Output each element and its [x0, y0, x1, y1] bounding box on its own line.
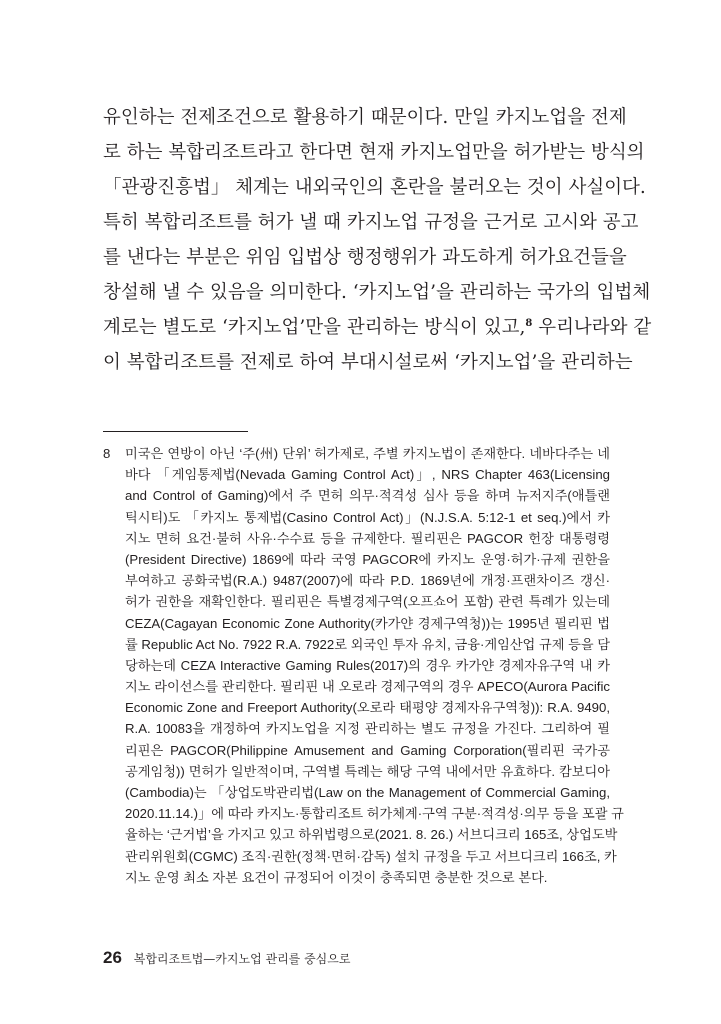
body-line [103, 170, 646, 205]
body-line-text: 로 하는 복합리조트라고 한다면 현재 카지노업만을 허가받는 방식의 [103, 142, 645, 163]
footnote-divider [103, 431, 248, 432]
footnote-line: 미국은 연방이 아닌 ‘주(州) 단위’ 허가제로, 주별 카지노법이 존재한다. 네바다주는 네 [125, 446, 610, 461]
footnote-line: 률 Republic Act No. 7922 R.A. 7922로 외국인 투자 유치, 금융·게임산업 규제 등을 담 [125, 636, 610, 652]
footnote-text [125, 443, 624, 888]
footnote-line: CEZA(Cagayan Economic Zone Authority(카가얀 경제구역청))는 1995년 필리핀 법 [125, 615, 610, 631]
footnote-line: R.A. 10083을 개정하여 카지노업을 지정 관리하는 별도 규정을 가진다. 그리하여 필 [125, 721, 610, 737]
footnote-line: 부여하고 공화국법(R.A.) 9487(2007)에 따라 P.D. 1869년에 개정·프랜차이즈 갱신· [125, 573, 610, 589]
running-title: 복합리조트법—카지노업 관리를 중심으로 [133, 952, 351, 966]
page-number: 26 [103, 948, 122, 967]
footnote-reference[interactable]: 8 [525, 317, 533, 329]
footnote-line: 당하는데 CEZA Interactive Gaming Rules(2017)의 경우 카가얀 경제자유구역 내 카 [125, 657, 610, 673]
body-line [103, 100, 627, 135]
body-line-text: 를 낸다는 부분은 위임 입법상 행정행위가 과도하게 허가요건들을 [103, 247, 627, 268]
footnote-line: 바다 「게임통제법(Nevada Gaming Control Act)」, NRS Chapter 463(Licensing [125, 467, 610, 483]
footnote-number: 8 [103, 446, 111, 461]
footnote-line: (Cambodia)는 「상업도박관리법(Law on the Management of Commercial Gaming, [125, 785, 610, 800]
body-line [103, 135, 645, 170]
body-line-text: 「관광진흥법」 체계는 내외국인의 혼란을 불러오는 것이 사실이다. [103, 177, 646, 198]
body-line [103, 275, 651, 310]
footnote-line: 공게임청)) 면허가 일반적이며, 구역별 특례는 해당 구역 내에서만 유효하다. 캄보디아 [125, 763, 610, 779]
footnote [103, 443, 624, 888]
body-line-text: 유인하는 전제조건으로 활용하기 때문이다. 만일 카지노업을 전제 [103, 107, 627, 128]
footnote-line: 틱시티)도 「카지노 통제법(Casino Control Act)」(N.J.S.A. 5:12-1 et seq.)에서 카 [125, 509, 610, 525]
footnote-line: (President Directive) 1869에 따라 국영 PAGCOR에 카지노 운영·허가·규제 권한을 [125, 551, 610, 567]
footnote-line: 리핀은 PAGCOR(Philippine Amusement and Gaming Corporation(필리핀 국가공 [125, 742, 610, 758]
body-line [103, 205, 639, 240]
body-line-text: 특히 복합리조트를 허가 낼 때 카지노업 규정을 근거로 고시와 공고 [103, 212, 639, 233]
footnote-line: 지노 운영 최소 자본 요건이 규정되어 이것이 충족되면 충분한 것으로 본다. [125, 869, 548, 885]
footnote-line: 율하는 ‘근거법’을 가지고 있고 하위법령으로(2021. 8. 26.) 서브디크리 165조, 상업도박 [125, 827, 618, 843]
body-line-text: 창설해 낼 수 있음을 의미한다. ‘카지노업’을 관리하는 국가의 입법체 [103, 282, 651, 303]
body-line-text: 계로는 별도로 ‘카지노업’만을 관리하는 방식이 있고, [103, 317, 526, 338]
footnote-line: Economic Zone and Freeport Authority(오로라 태평양 경제자유구역청)): R.A. 9490, [125, 700, 610, 716]
footnote-line: 지노 면허 요건·불허 사유·수수료 등을 규제한다. 필리핀은 PAGCOR 헌장 대통령령 [125, 530, 610, 546]
body-text [103, 100, 652, 380]
body-line-text: 우리나라와 같 [532, 317, 652, 338]
footnote-line: 2020.11.14.)」에 따라 카지노·통합리조트 허가체계·구역 구분·적격성·의무 등을 포괄 규 [125, 806, 624, 822]
footnote-line: 허가 권한을 재확인한다. 필리핀은 특별경제구역(오프쇼어 포함) 관련 특례가 있는데 [125, 594, 610, 610]
footnote-line: 지노 라이선스를 관리한다. 필리핀 내 오로라 경제구역의 경우 APECO(Aurora Pacific [125, 679, 610, 695]
footnote-line: 관리위원회(CGMC) 조직·권한(정책·면허·감독) 설치 규정을 두고 서브디크리 166조, 카 [125, 848, 617, 864]
footnote-line: and Control of Gaming)에서 주 면허 의무·적격성 심사 등을 하며 뉴저지주(애틀랜 [125, 488, 610, 504]
body-line [103, 240, 627, 275]
page-footer [103, 948, 350, 968]
body-line-text: 이 복합리조트를 전제로 하여 부대시설로써 ‘카지노업’을 관리하는 [103, 352, 633, 373]
body-line [103, 310, 652, 345]
body-line [103, 345, 633, 380]
